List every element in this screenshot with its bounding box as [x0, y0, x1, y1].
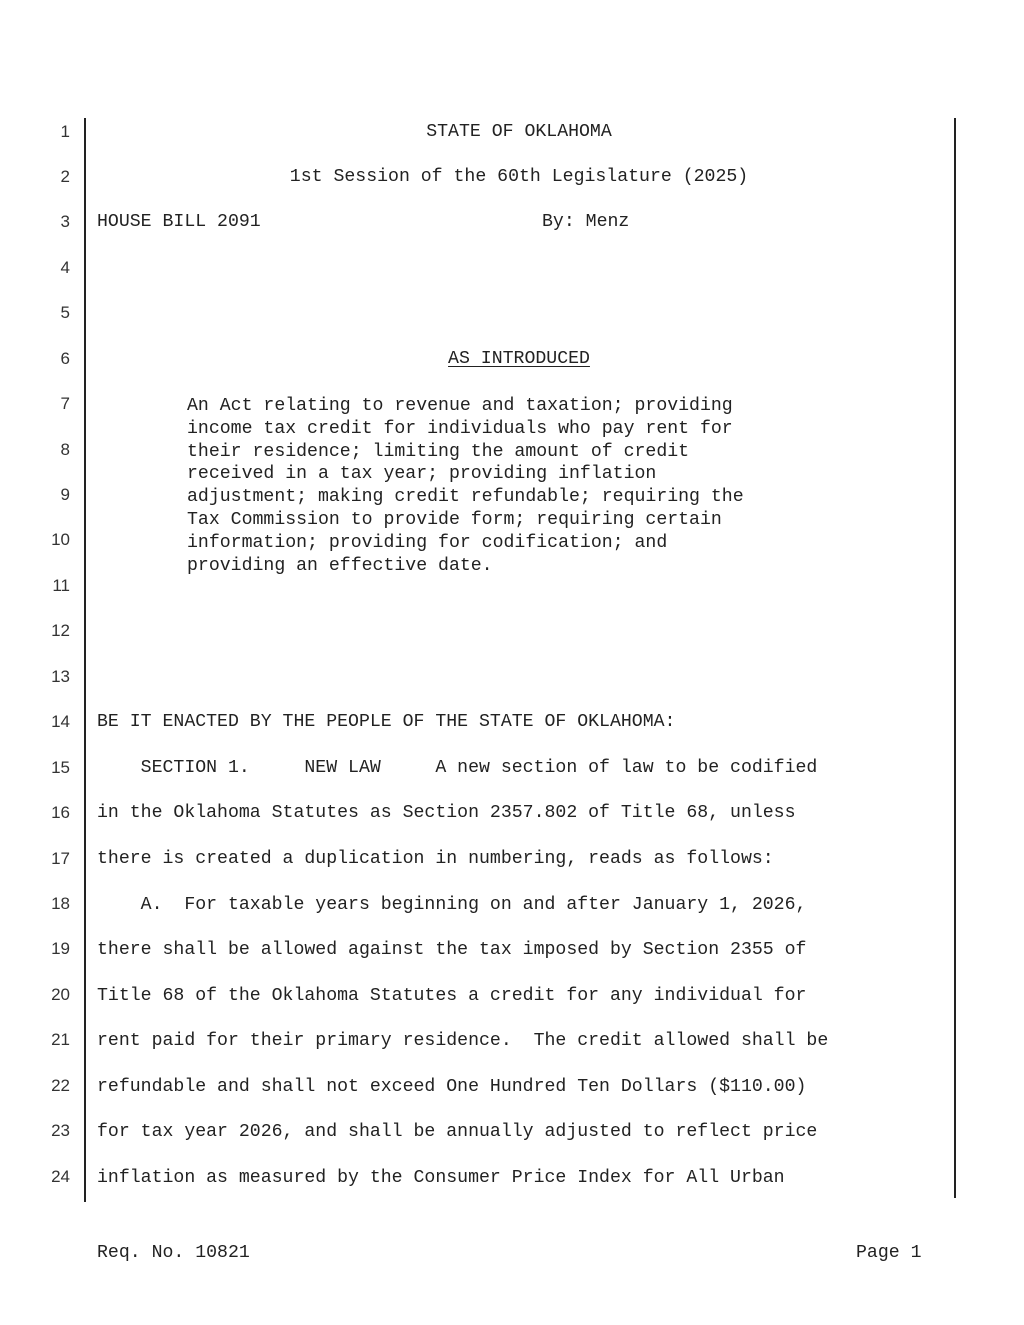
bill-author: By: Menz	[542, 212, 630, 232]
line-number: 6	[60, 349, 70, 368]
line-number: 13	[51, 667, 70, 686]
line-number: 8	[60, 440, 70, 459]
line-number: 19	[51, 939, 70, 958]
line-number: 9	[60, 485, 70, 504]
session-heading: 1st Session of the 60th Legislature (2025)	[289, 167, 749, 187]
line-number: 10	[51, 530, 70, 549]
line-number: 7	[60, 394, 70, 413]
body-line: refundable and shall not exceed One Hundred Ten Dollars ($110.00)	[97, 1077, 807, 1097]
act-summary: An Act relating to revenue and taxation; providing income tax credit for individuals who pay rent for their residence; limiting the amount of credit received in a tax year; providing inflation adjustment; making credit refundable; requiring the Tax Commission to provide form; requiring certain information; providing for codification; and providing an effective date.	[187, 396, 744, 576]
line-number: 15	[51, 758, 70, 777]
body-line: there is created a duplication in numbering, reads as follows:	[97, 849, 774, 869]
line-number: 1	[60, 122, 70, 141]
line-number: 2	[60, 167, 70, 186]
line-number: 24	[51, 1167, 70, 1186]
line-number: 18	[51, 894, 70, 913]
line-number: 5	[60, 303, 70, 322]
state-heading: STATE OF OKLAHOMA	[426, 122, 612, 142]
body-line: Title 68 of the Oklahoma Statutes a credit for any individual for	[97, 986, 807, 1006]
right-margin-rule	[954, 118, 956, 1198]
page-number: Page 1	[856, 1243, 922, 1263]
line-number: 16	[51, 803, 70, 822]
bill-number: HOUSE BILL 2091	[97, 212, 261, 232]
introduced-status: AS INTRODUCED	[448, 349, 590, 369]
body-line: there shall be allowed against the tax imposed by Section 2355 of	[97, 940, 807, 960]
line-number: 21	[51, 1030, 70, 1049]
body-line: A. For taxable years beginning on and after January 1, 2026,	[97, 895, 807, 915]
line-number: 12	[51, 621, 70, 640]
body-line: for tax year 2026, and shall be annually adjusted to reflect price	[97, 1122, 818, 1142]
line-number: 4	[60, 258, 70, 277]
line-number: 17	[51, 849, 70, 868]
enacting-clause: BE IT ENACTED BY THE PEOPLE OF THE STATE OF OKLAHOMA:	[97, 712, 676, 732]
body-line: in the Oklahoma Statutes as Section 2357.802 of Title 68, unless	[97, 803, 796, 823]
line-number: 22	[51, 1076, 70, 1095]
line-number: 23	[51, 1121, 70, 1140]
line-number: 11	[52, 576, 70, 595]
line-number: 14	[51, 712, 70, 731]
request-number: Req. No. 10821	[97, 1243, 250, 1263]
line-number: 3	[60, 212, 70, 231]
body-line: SECTION 1. NEW LAW A new section of law to be codified	[97, 758, 818, 778]
left-margin-rule	[84, 118, 86, 1202]
line-number-gutter	[0, 0, 84, 1325]
body-line: rent paid for their primary residence. The credit allowed shall be	[97, 1031, 829, 1051]
body-line: inflation as measured by the Consumer Price Index for All Urban	[97, 1168, 785, 1188]
line-number: 20	[51, 985, 70, 1004]
